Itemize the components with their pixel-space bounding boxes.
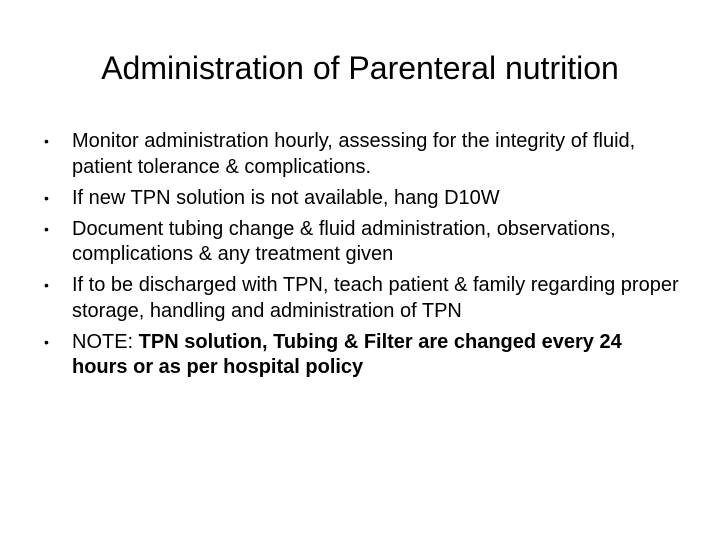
bullet-item: [40, 273, 680, 324]
bullet-marker: •: [44, 333, 49, 350]
note-item: [40, 330, 680, 381]
bullet-marker: •: [44, 277, 49, 293]
bullet-item: [40, 186, 680, 212]
note-prefix: NOTE:: [72, 330, 139, 353]
bullet-item: [40, 129, 680, 180]
bullet-text: If new TPN solution is not available, hang D10W: [72, 186, 500, 209]
bullet-marker: •: [44, 133, 49, 149]
bullet-text: If to be discharged with TPN, teach patient & family regarding proper storage, handling and administration of TPN: [72, 274, 679, 322]
bullet-marker: •: [44, 189, 49, 206]
bullet-text: Monitor administration hourly, assessing for the integrity of fluid, patient tolerance & complications.: [72, 130, 636, 178]
bullet-list: [40, 129, 680, 386]
slide-title: Administration of Parenteral nutrition: [101, 50, 619, 86]
bullet-item: [40, 217, 680, 268]
note-emphasis: TPN solution, Tubing & Filter are changed every 24 hours or as per hospital policy: [72, 330, 622, 378]
bullet-text: Document tubing change & fluid administration, observations, complications & any treatment given: [72, 217, 616, 265]
bullet-marker: •: [44, 220, 49, 237]
